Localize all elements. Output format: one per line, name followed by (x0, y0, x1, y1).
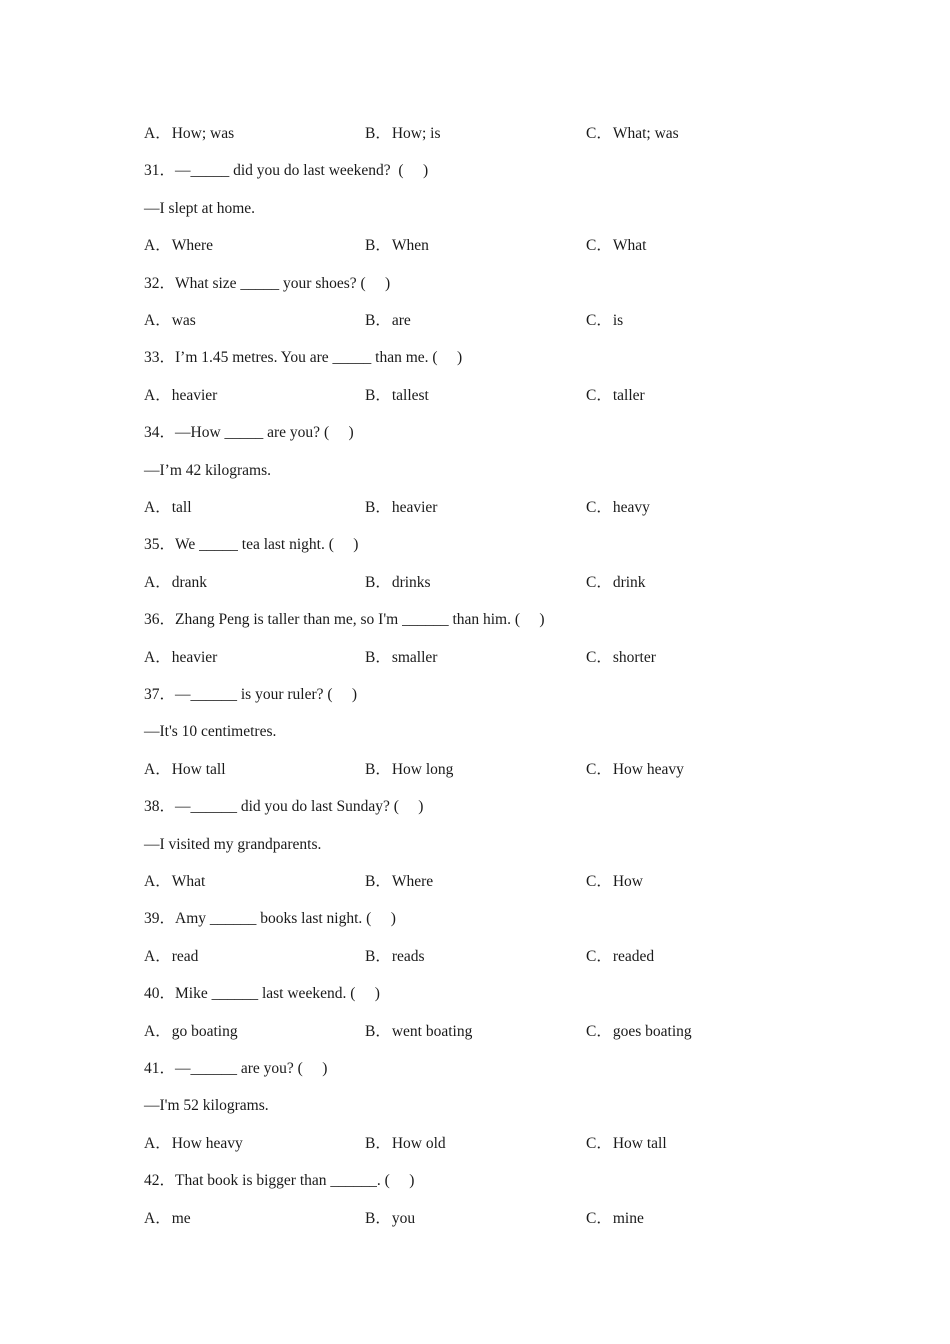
option-text: How tall (612, 1135, 667, 1152)
option-label: A． (144, 574, 171, 591)
option-label: B． (365, 1210, 391, 1227)
option-b (365, 386, 429, 406)
option-text: What (171, 873, 206, 890)
option-c (586, 236, 646, 256)
option-label: A． (144, 761, 171, 778)
option-a (144, 947, 198, 967)
option-label: B． (365, 387, 391, 404)
option-c (586, 1022, 692, 1042)
question-text: 35．We _____ tea last night. ( ) (144, 536, 359, 553)
question-text: 39．Amy ______ books last night. ( ) (144, 910, 396, 927)
option-b (365, 947, 425, 967)
option-text: tallest (391, 387, 429, 404)
option-text: was (171, 312, 196, 329)
option-label: A． (144, 1023, 171, 1040)
option-text: drink (612, 574, 646, 591)
option-text: heavier (171, 387, 218, 404)
option-text: reads (391, 948, 425, 965)
option-a (144, 1022, 238, 1042)
option-text: How; was (171, 125, 235, 142)
option-text: How old (391, 1135, 446, 1152)
answer-text: —I visited my grandparents. (144, 836, 322, 853)
option-text: you (391, 1210, 416, 1227)
question-text: 37．—______ is your ruler? ( ) (144, 686, 358, 703)
option-label: C． (586, 1023, 612, 1040)
option-a (144, 760, 226, 780)
option-text: readed (612, 948, 655, 965)
option-c (586, 386, 645, 406)
option-text: mine (612, 1210, 644, 1227)
question-text: 33．I’m 1.45 metres. You are _____ than me. ( ) (144, 349, 463, 366)
option-label: A． (144, 1210, 171, 1227)
question-text: 34．—How _____ are you? ( ) (144, 424, 354, 441)
option-label: B． (365, 649, 391, 666)
option-text: drank (171, 574, 207, 591)
option-label: C． (586, 948, 612, 965)
option-b (365, 1209, 415, 1229)
option-text: heavier (171, 649, 218, 666)
option-label: B． (365, 948, 391, 965)
option-b (365, 573, 431, 593)
option-text: heavier (391, 499, 438, 516)
option-text: taller (612, 387, 645, 404)
answer-text: —I’m 42 kilograms. (144, 462, 271, 479)
option-label: C． (586, 649, 612, 666)
option-text: How long (391, 761, 454, 778)
option-c (586, 498, 650, 518)
option-label: B． (365, 1135, 391, 1152)
option-b (365, 124, 441, 144)
option-label: C． (586, 237, 612, 254)
option-text: When (391, 237, 429, 254)
option-label: C． (586, 761, 612, 778)
question-text: 36．Zhang Peng is taller than me, so I'm ______ than him. ( ) (144, 611, 545, 628)
option-label: B． (365, 499, 391, 516)
option-a (144, 1134, 243, 1154)
answer-text: —It's 10 centimetres. (144, 723, 277, 740)
option-b (365, 236, 429, 256)
option-label: A． (144, 1135, 171, 1152)
option-a (144, 498, 192, 518)
option-label: B． (365, 873, 391, 890)
option-text: What (612, 237, 647, 254)
option-c (586, 124, 679, 144)
option-c (586, 872, 643, 892)
option-label: B． (365, 1023, 391, 1040)
option-a (144, 124, 234, 144)
question-text: 41．—______ are you? ( ) (144, 1060, 328, 1077)
option-b (365, 498, 437, 518)
question-text: 42．That book is bigger than ______. ( ) (144, 1172, 415, 1189)
option-label: C． (586, 574, 612, 591)
option-text: went boating (391, 1023, 473, 1040)
option-c (586, 760, 684, 780)
option-b (365, 1134, 446, 1154)
option-a (144, 648, 217, 668)
question-text: 32．What size _____ your shoes? ( ) (144, 275, 391, 292)
option-text: heavy (612, 499, 650, 516)
question-text: 31．—_____ did you do last weekend? ( ) (144, 162, 429, 179)
option-text: How (612, 873, 643, 890)
option-c (586, 1134, 667, 1154)
option-text: are (391, 312, 411, 329)
option-text: me (171, 1210, 191, 1227)
option-label: A． (144, 499, 171, 516)
answer-text: —I'm 52 kilograms. (144, 1097, 269, 1114)
option-a (144, 1209, 191, 1229)
question-text: 40．Mike ______ last weekend. ( ) (144, 985, 380, 1002)
answer-text: —I slept at home. (144, 200, 256, 217)
option-text: read (171, 948, 199, 965)
option-b (365, 872, 433, 892)
option-text: How; is (391, 125, 441, 142)
option-b (365, 1022, 472, 1042)
option-a (144, 872, 205, 892)
option-c (586, 311, 623, 331)
option-label: B． (365, 574, 391, 591)
option-label: C． (586, 125, 612, 142)
option-text: How heavy (612, 761, 684, 778)
option-label: C． (586, 312, 612, 329)
option-b (365, 760, 453, 780)
option-label: A． (144, 237, 171, 254)
option-text: go boating (171, 1023, 238, 1040)
option-a (144, 311, 196, 331)
option-a (144, 236, 213, 256)
option-c (586, 573, 646, 593)
option-c (586, 648, 656, 668)
option-b (365, 311, 411, 331)
option-text: How heavy (171, 1135, 243, 1152)
option-label: C． (586, 873, 612, 890)
option-text: Where (391, 873, 434, 890)
option-label: B． (365, 761, 391, 778)
option-b (365, 648, 437, 668)
option-label: A． (144, 125, 171, 142)
option-text: is (612, 312, 624, 329)
option-label: C． (586, 1135, 612, 1152)
option-label: A． (144, 873, 171, 890)
option-text: shorter (612, 649, 656, 666)
option-text: How tall (171, 761, 226, 778)
option-label: B． (365, 312, 391, 329)
option-label: C． (586, 1210, 612, 1227)
option-label: A． (144, 312, 171, 329)
option-c (586, 947, 654, 967)
option-text: What; was (612, 125, 679, 142)
option-label: C． (586, 499, 612, 516)
option-text: Where (171, 237, 214, 254)
option-text: drinks (391, 574, 431, 591)
option-label: A． (144, 387, 171, 404)
option-label: B． (365, 125, 391, 142)
option-a (144, 573, 207, 593)
question-text: 38．—______ did you do last Sunday? ( ) (144, 798, 424, 815)
option-label: A． (144, 948, 171, 965)
option-text: smaller (391, 649, 438, 666)
option-label: C． (586, 387, 612, 404)
option-label: B． (365, 237, 391, 254)
option-text: goes boating (612, 1023, 692, 1040)
option-label: A． (144, 649, 171, 666)
option-a (144, 386, 217, 406)
option-c (586, 1209, 644, 1229)
option-text: tall (171, 499, 192, 516)
